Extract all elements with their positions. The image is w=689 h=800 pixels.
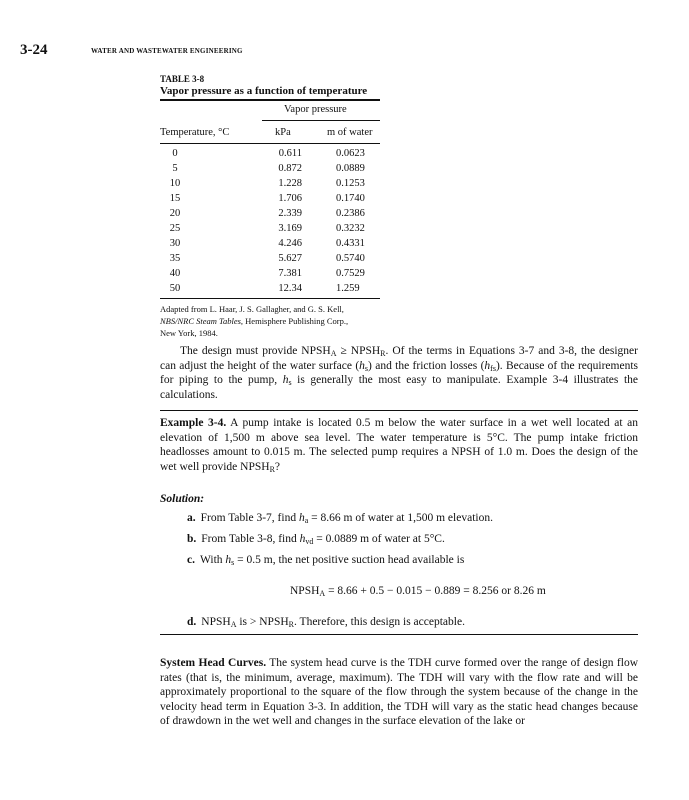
table-source-line-3: New York, 1984. <box>160 328 218 338</box>
table-cell-temp: 20 <box>169 208 181 219</box>
table-cell-kpa: 5.627 <box>278 253 302 264</box>
table-cell-kpa: 0.611 <box>278 148 302 159</box>
example-3-4-text: Example 3-4. A pump intake is located 0.5 m below the water surface in a wet well located at an elevation of 1,500 m above sea level. The water temperature is 5°C. The pump intake friction headlosses amount to 0.015 m. The selected pump requires a NPSH of 1.0 m. Does the design of the wet well provide $NPSH_R$? <box>160 417 638 474</box>
table-top-rule <box>160 99 380 101</box>
source-publisher: , Hemisphere Publishing Corp., <box>240 316 349 326</box>
table-cell-temp: 35 <box>169 253 181 264</box>
table-cell-m-water: 0.0889 <box>336 163 365 174</box>
table-cell-kpa: 7.381 <box>278 268 302 279</box>
solution-step-a: a. From Table 3-7, find $h_a = 8.66$ m of water at 1,500 m elevation. <box>187 512 493 525</box>
source-book-title: NBS/NRC Steam Tables <box>160 316 241 326</box>
page-number: 3-24 <box>20 42 48 58</box>
table-cell-m-water: 0.0623 <box>336 148 365 159</box>
table-group-header: Vapor pressure <box>284 104 347 115</box>
table-source-line-1: Adapted from L. Haar, J. S. Gallagher, and G. S. Kell, <box>160 304 344 314</box>
table-col-m-water: m of water <box>327 127 373 138</box>
table-cell-m-water: 0.4331 <box>336 238 365 249</box>
table-col-temperature: Temperature, °C <box>160 127 230 138</box>
table-group-rule <box>262 120 380 121</box>
table-cell-kpa: 4.246 <box>278 238 302 249</box>
solution-step-b: b. From Table 3-8, find $h_{vd} = 0.0889$ m of water at 5°C. <box>187 533 445 546</box>
example-label: Example 3-4. <box>160 417 227 429</box>
table-col-kpa: kPa <box>275 127 291 138</box>
table-cell-temp: 0 <box>172 148 178 159</box>
table-cell-temp: 50 <box>169 283 181 294</box>
table-cell-kpa: 1.706 <box>278 193 302 204</box>
solution-step-d: d. $NPSH_A$ is > $NPSH_R$. Therefore, this design is acceptable. <box>187 616 465 629</box>
table-cell-temp: 15 <box>169 193 181 204</box>
system-head-curves-paragraph: System Head Curves. The system head curve is the TDH curve formed over the range of design flow rates (that is, the minimum, average, maximum). The TDH will vary with the flow rate and will be approximately proportional to the square of the flow through the system because of the change in the velocity head term in Equation 3-3. In addition, the TDH will vary as the static head changes because of drawdown in the wet well and changes in the surface elevation of the lake or <box>160 657 638 727</box>
table-cell-m-water: 0.5740 <box>336 253 365 264</box>
example-top-rule <box>160 410 638 411</box>
table-cell-kpa: 2.339 <box>278 208 302 219</box>
solution-heading: Solution: <box>160 493 205 505</box>
table-bottom-rule <box>160 298 380 299</box>
table-title: Vapor pressure as a function of temperature <box>160 85 368 97</box>
table-cell-m-water: 0.7529 <box>336 268 365 279</box>
table-cell-m-water: 0.3232 <box>336 223 365 234</box>
table-cell-kpa: 0.872 <box>278 163 302 174</box>
table-source-line-2 <box>160 316 348 326</box>
table-cell-m-water: 0.1253 <box>336 178 365 189</box>
running-head: WATER AND WASTEWATER ENGINEERING <box>91 47 243 55</box>
table-cell-temp: 30 <box>169 238 181 249</box>
table-cell-m-water: 1.259 <box>336 283 360 294</box>
table-cell-kpa: 12.34 <box>278 283 302 294</box>
table-cell-m-water: 0.1740 <box>336 193 365 204</box>
table-cell-temp: 25 <box>169 223 181 234</box>
table-cell-kpa: 3.169 <box>278 223 302 234</box>
table-label: TABLE 3-8 <box>160 74 205 84</box>
solution-step-c: c. With $h_s = 0.5$ m, the net positive suction head available is <box>187 554 465 567</box>
table-header-rule <box>160 143 380 144</box>
system-head-heading: System Head Curves. <box>160 657 267 669</box>
table-cell-kpa: 1.228 <box>278 178 302 189</box>
npsh-equation: $NPSH_A = 8.66 + 0.5 - 0.015 - 0.889 = 8.256$ or 8.26 m <box>290 585 546 598</box>
table-cell-m-water: 0.2386 <box>336 208 365 219</box>
table-cell-temp: 5 <box>172 163 178 174</box>
example-bottom-rule <box>160 634 638 635</box>
table-cell-temp: 40 <box>169 268 181 279</box>
body-paragraph-npsh: The design must provide $NPSH_A$ ≥ $NPSH_R$. Of the terms in Equations 3-7 and 3-8, the designer can adjust the height of the water surface $(h_s)$ and the friction losses $(h_{fs})$. Because of the requirements for piping to the pump, $h_s$ is generally the most easy to manipulate. Example 3-4 illustrates the calculations. <box>160 345 638 401</box>
table-cell-temp: 10 <box>169 178 181 189</box>
